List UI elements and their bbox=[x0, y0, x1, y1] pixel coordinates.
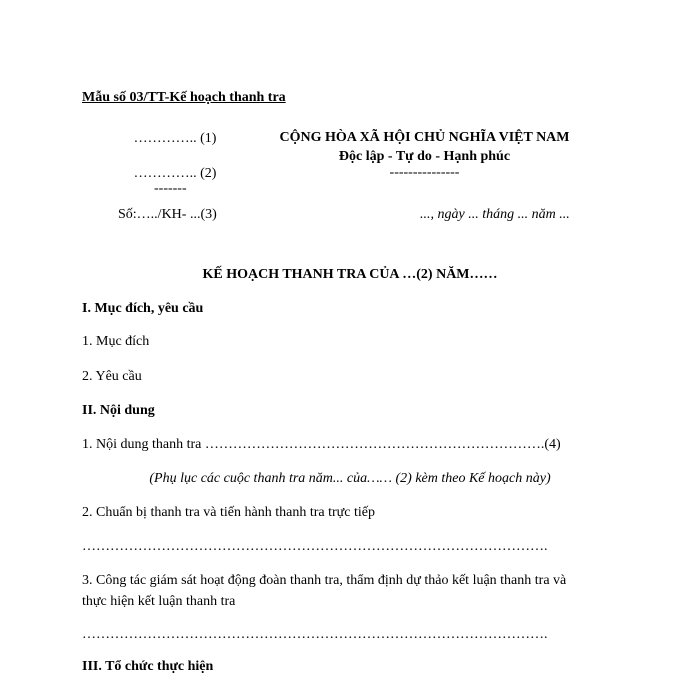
section-2-item-3-line-1: 3. Công tác giám sát hoạt động đoàn thanh tra, thẩm định dự thảo kết luận thanh tra và bbox=[82, 573, 567, 588]
section-1-heading: I. Mục đích, yêu cầu bbox=[82, 301, 204, 316]
section-2-heading: II. Nội dung bbox=[82, 403, 155, 418]
section-2-item-2: 2. Chuẩn bị thanh tra và tiến hành thanh tra trực tiếp bbox=[82, 505, 375, 520]
agency-line-1: ………….. (1) bbox=[133, 131, 217, 146]
document-number: Số:…../KH- ...(3) bbox=[118, 207, 217, 222]
country-name: CỘNG HÒA XÃ HỘI CHỦ NGHĨA VIỆT NAM bbox=[279, 130, 570, 145]
form-label: Mẫu số 03/TT-Kế hoạch thanh tra bbox=[82, 90, 286, 105]
date-line: ..., ngày ... tháng ... năm ... bbox=[420, 207, 570, 222]
section-1-item-1: 1. Mục đích bbox=[82, 334, 150, 349]
national-motto: Độc lập - Tự do - Hạnh phúc bbox=[338, 149, 511, 164]
section-2-item-3-line-2: thực hiện kết luận thanh tra bbox=[82, 594, 236, 609]
right-header-rule: --------------- bbox=[389, 165, 460, 180]
section-2-appendix-note: (Phụ lục các cuộc thanh tra năm... của…… (2) kèm theo Kế hoạch này) bbox=[149, 471, 551, 486]
agency-line-2: ………….. (2) bbox=[133, 166, 217, 181]
section-3-heading: III. Tổ chức thực hiện bbox=[82, 659, 214, 674]
left-header-rule: ------- bbox=[154, 181, 187, 196]
section-1-item-2: 2. Yêu cầu bbox=[82, 369, 142, 384]
section-2-dotted-line-2: ………………………………………………………………………………………. bbox=[82, 627, 548, 642]
section-2-item-1: 1. Nội dung thanh tra ……………………………………………………………….(4) bbox=[82, 437, 561, 452]
section-2-dotted-line-1: ………………………………………………………………………………………. bbox=[82, 539, 548, 554]
document-title: KẾ HOẠCH THANH TRA CỦA …(2) NĂM…… bbox=[202, 267, 498, 282]
